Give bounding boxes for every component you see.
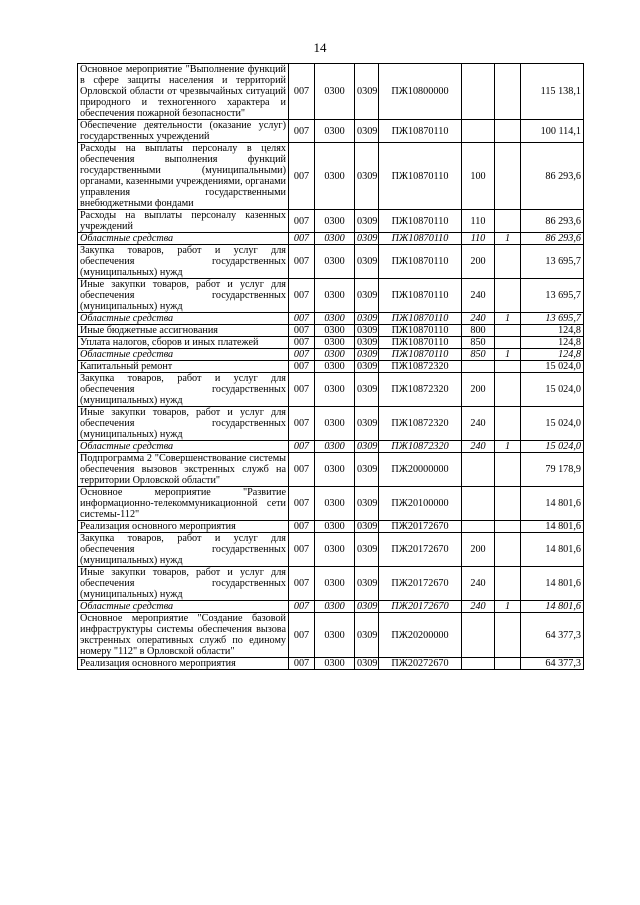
funding-source-cell	[495, 521, 521, 533]
funding-source-cell	[495, 407, 521, 441]
amount-cell: 15 024,0	[521, 361, 584, 373]
section-code-cell: 0300	[315, 487, 355, 521]
table-row	[78, 120, 584, 143]
amount-cell: 86 293,6	[521, 233, 584, 245]
expenditure-name-cell: Капитальный ремонт	[78, 361, 289, 373]
table-row	[78, 487, 584, 521]
amount-cell: 124,8	[521, 349, 584, 361]
expense-type-cell: 240	[462, 441, 495, 453]
amount-cell: 15 024,0	[521, 373, 584, 407]
expense-type-cell: 850	[462, 349, 495, 361]
target-article-cell: ПЖ20172670	[379, 567, 462, 601]
department-code-cell: 007	[289, 601, 315, 613]
section-code-cell: 0300	[315, 361, 355, 373]
expenditure-name-cell: Иные закупки товаров, работ и услуг для обеспечения государственных (муниципальных) нужд	[78, 567, 289, 601]
section-code-cell: 0300	[315, 521, 355, 533]
section-code-cell: 0300	[315, 120, 355, 143]
subsection-code-cell: 0309	[355, 143, 379, 210]
target-article-cell: ПЖ20000000	[379, 453, 462, 487]
table-row	[78, 407, 584, 441]
department-code-cell: 007	[289, 441, 315, 453]
target-article-cell: ПЖ10870110	[379, 279, 462, 313]
funding-source-cell	[495, 361, 521, 373]
expenditure-name-cell: Обеспечение деятельности (оказание услуг) государственных учреждений	[78, 120, 289, 143]
funding-source-cell	[495, 373, 521, 407]
target-article-cell: ПЖ10870110	[379, 337, 462, 349]
expense-type-cell: 110	[462, 210, 495, 233]
target-article-cell: ПЖ10872320	[379, 361, 462, 373]
expense-type-cell	[462, 658, 495, 670]
table-row	[78, 533, 584, 567]
target-article-cell: ПЖ10872320	[379, 441, 462, 453]
expense-type-cell	[462, 120, 495, 143]
target-article-cell: ПЖ10872320	[379, 407, 462, 441]
funding-source-cell	[495, 120, 521, 143]
target-article-cell: ПЖ20100000	[379, 487, 462, 521]
funding-source-cell	[495, 143, 521, 210]
expenditure-name-cell: Областные средства	[78, 233, 289, 245]
target-article-cell: ПЖ10870110	[379, 245, 462, 279]
section-code-cell: 0300	[315, 601, 355, 613]
expenditure-name-cell: Иные бюджетные ассигнования	[78, 325, 289, 337]
section-code-cell: 0300	[315, 233, 355, 245]
expense-type-cell: 110	[462, 233, 495, 245]
table-row	[78, 521, 584, 533]
section-code-cell: 0300	[315, 533, 355, 567]
amount-cell: 14 801,6	[521, 533, 584, 567]
table-row	[78, 233, 584, 245]
subsection-code-cell: 0309	[355, 613, 379, 658]
table-row	[78, 613, 584, 658]
expenditure-name-cell: Основное мероприятие "Выполнение функций в сфере защиты населения и территорий Орловской области от чрезвычайных ситуаций природного и техногенного характера и обеспечения пожарной безопасности"	[78, 64, 289, 120]
section-code-cell: 0300	[315, 64, 355, 120]
amount-cell: 14 801,6	[521, 521, 584, 533]
table-row	[78, 325, 584, 337]
subsection-code-cell: 0309	[355, 601, 379, 613]
department-code-cell: 007	[289, 245, 315, 279]
expenditure-name-cell: Закупка товаров, работ и услуг для обеспечения государственных (муниципальных) нужд	[78, 533, 289, 567]
funding-source-cell	[495, 64, 521, 120]
funding-source-cell	[495, 613, 521, 658]
expense-type-cell: 200	[462, 373, 495, 407]
expense-type-cell: 240	[462, 567, 495, 601]
expenditure-name-cell: Иные закупки товаров, работ и услуг для обеспечения государственных (муниципальных) нужд	[78, 407, 289, 441]
expense-type-cell	[462, 64, 495, 120]
expenditure-name-cell: Основное мероприятие "Развитие информационно-телекоммуникационной сети системы-112"	[78, 487, 289, 521]
amount-cell: 14 801,6	[521, 487, 584, 521]
amount-cell: 13 695,7	[521, 245, 584, 279]
section-code-cell: 0300	[315, 567, 355, 601]
department-code-cell: 007	[289, 613, 315, 658]
expenditure-name-cell: Областные средства	[78, 601, 289, 613]
subsection-code-cell: 0309	[355, 567, 379, 601]
expense-type-cell	[462, 613, 495, 658]
department-code-cell: 007	[289, 349, 315, 361]
funding-source-cell	[495, 533, 521, 567]
expense-type-cell	[462, 487, 495, 521]
subsection-code-cell: 0309	[355, 533, 379, 567]
target-article-cell: ПЖ10870110	[379, 313, 462, 325]
amount-cell: 13 695,7	[521, 313, 584, 325]
expense-type-cell: 240	[462, 279, 495, 313]
amount-cell: 15 024,0	[521, 441, 584, 453]
subsection-code-cell: 0309	[355, 245, 379, 279]
funding-source-cell	[495, 567, 521, 601]
target-article-cell: ПЖ10800000	[379, 64, 462, 120]
amount-cell: 14 801,6	[521, 601, 584, 613]
expense-type-cell: 850	[462, 337, 495, 349]
expense-type-cell	[462, 453, 495, 487]
funding-source-cell	[495, 453, 521, 487]
department-code-cell: 007	[289, 325, 315, 337]
expenditure-name-cell: Реализация основного мероприятия	[78, 658, 289, 670]
funding-source-cell	[495, 325, 521, 337]
target-article-cell: ПЖ20272670	[379, 658, 462, 670]
funding-source-cell	[495, 658, 521, 670]
table-row	[78, 64, 584, 120]
expenditure-name-cell: Расходы на выплаты персоналу в целях обеспечения выполнения функций государственными (муниципальными) органами, казенными учреждениями, органами управления государственными внебюджетными фондами	[78, 143, 289, 210]
table-row	[78, 245, 584, 279]
subsection-code-cell: 0309	[355, 349, 379, 361]
funding-source-cell: 1	[495, 601, 521, 613]
department-code-cell: 007	[289, 533, 315, 567]
expenditure-name-cell: Подпрограмма 2 "Совершенствование системы обеспечения вызовов экстренных служб на территории Орловской области"	[78, 453, 289, 487]
target-article-cell: ПЖ10870110	[379, 233, 462, 245]
table-row	[78, 361, 584, 373]
department-code-cell: 007	[289, 64, 315, 120]
table-row	[78, 441, 584, 453]
subsection-code-cell: 0309	[355, 120, 379, 143]
subsection-code-cell: 0309	[355, 337, 379, 349]
expenditure-name-cell: Основное мероприятие "Создание базовой инфраструктуры системы обеспечения вызова экстренных оперативных служб по единому номеру "112" в Орловской области"	[78, 613, 289, 658]
table-row	[78, 658, 584, 670]
amount-cell: 86 293,6	[521, 143, 584, 210]
target-article-cell: ПЖ10870110	[379, 210, 462, 233]
section-code-cell: 0300	[315, 453, 355, 487]
expense-type-cell: 100	[462, 143, 495, 210]
expenditure-name-cell: Уплата налогов, сборов и иных платежей	[78, 337, 289, 349]
expense-type-cell: 800	[462, 325, 495, 337]
table-row	[78, 210, 584, 233]
section-code-cell: 0300	[315, 349, 355, 361]
department-code-cell: 007	[289, 361, 315, 373]
amount-cell: 124,8	[521, 325, 584, 337]
amount-cell: 64 377,3	[521, 658, 584, 670]
amount-cell: 124,8	[521, 337, 584, 349]
amount-cell: 13 695,7	[521, 279, 584, 313]
subsection-code-cell: 0309	[355, 64, 379, 120]
table-row	[78, 279, 584, 313]
expenditure-name-cell: Закупка товаров, работ и услуг для обеспечения государственных (муниципальных) нужд	[78, 373, 289, 407]
expenditure-name-cell: Областные средства	[78, 441, 289, 453]
table-row	[78, 567, 584, 601]
table-row	[78, 349, 584, 361]
funding-source-cell: 1	[495, 349, 521, 361]
funding-source-cell: 1	[495, 313, 521, 325]
amount-cell: 15 024,0	[521, 407, 584, 441]
target-article-cell: ПЖ10870110	[379, 120, 462, 143]
page-number: 14	[313, 40, 327, 55]
funding-source-cell	[495, 245, 521, 279]
subsection-code-cell: 0309	[355, 210, 379, 233]
department-code-cell: 007	[289, 313, 315, 325]
expense-type-cell	[462, 361, 495, 373]
funding-source-cell: 1	[495, 441, 521, 453]
funding-source-cell	[495, 210, 521, 233]
funding-source-cell: 1	[495, 233, 521, 245]
target-article-cell: ПЖ20172670	[379, 533, 462, 567]
department-code-cell: 007	[289, 210, 315, 233]
budget-table	[77, 63, 584, 670]
subsection-code-cell: 0309	[355, 487, 379, 521]
budget-table-body	[78, 64, 584, 670]
subsection-code-cell: 0309	[355, 521, 379, 533]
subsection-code-cell: 0309	[355, 658, 379, 670]
target-article-cell: ПЖ20172670	[379, 601, 462, 613]
funding-source-cell	[495, 279, 521, 313]
subsection-code-cell: 0309	[355, 441, 379, 453]
target-article-cell: ПЖ10870110	[379, 349, 462, 361]
table-row	[78, 601, 584, 613]
table-row	[78, 373, 584, 407]
section-code-cell: 0300	[315, 441, 355, 453]
table-row	[78, 313, 584, 325]
expenditure-name-cell: Реализация основного мероприятия	[78, 521, 289, 533]
section-code-cell: 0300	[315, 143, 355, 210]
section-code-cell: 0300	[315, 313, 355, 325]
section-code-cell: 0300	[315, 325, 355, 337]
expenditure-name-cell: Иные закупки товаров, работ и услуг для обеспечения государственных (муниципальных) нужд	[78, 279, 289, 313]
subsection-code-cell: 0309	[355, 373, 379, 407]
department-code-cell: 007	[289, 279, 315, 313]
expenditure-name-cell: Закупка товаров, работ и услуг для обеспечения государственных (муниципальных) нужд	[78, 245, 289, 279]
department-code-cell: 007	[289, 487, 315, 521]
target-article-cell: ПЖ10872320	[379, 373, 462, 407]
subsection-code-cell: 0309	[355, 453, 379, 487]
department-code-cell: 007	[289, 233, 315, 245]
table-row	[78, 453, 584, 487]
amount-cell: 86 293,6	[521, 210, 584, 233]
department-code-cell: 007	[289, 143, 315, 210]
table-row	[78, 337, 584, 349]
subsection-code-cell: 0309	[355, 407, 379, 441]
expenditure-name-cell: Областные средства	[78, 313, 289, 325]
expense-type-cell: 240	[462, 407, 495, 441]
subsection-code-cell: 0309	[355, 279, 379, 313]
amount-cell: 100 114,1	[521, 120, 584, 143]
department-code-cell: 007	[289, 521, 315, 533]
subsection-code-cell: 0309	[355, 233, 379, 245]
expense-type-cell	[462, 521, 495, 533]
section-code-cell: 0300	[315, 210, 355, 233]
department-code-cell: 007	[289, 337, 315, 349]
section-code-cell: 0300	[315, 279, 355, 313]
section-code-cell: 0300	[315, 245, 355, 279]
expenditure-name-cell: Расходы на выплаты персоналу казенных учреждений	[78, 210, 289, 233]
section-code-cell: 0300	[315, 373, 355, 407]
target-article-cell: ПЖ10870110	[379, 325, 462, 337]
expense-type-cell: 200	[462, 533, 495, 567]
section-code-cell: 0300	[315, 337, 355, 349]
department-code-cell: 007	[289, 373, 315, 407]
target-article-cell: ПЖ20172670	[379, 521, 462, 533]
department-code-cell: 007	[289, 407, 315, 441]
expense-type-cell: 200	[462, 245, 495, 279]
department-code-cell: 007	[289, 120, 315, 143]
expenditure-name-cell: Областные средства	[78, 349, 289, 361]
table-row	[78, 143, 584, 210]
section-code-cell: 0300	[315, 407, 355, 441]
amount-cell: 79 178,9	[521, 453, 584, 487]
amount-cell: 115 138,1	[521, 64, 584, 120]
department-code-cell: 007	[289, 658, 315, 670]
section-code-cell: 0300	[315, 658, 355, 670]
amount-cell: 14 801,6	[521, 567, 584, 601]
department-code-cell: 007	[289, 453, 315, 487]
funding-source-cell	[495, 337, 521, 349]
target-article-cell: ПЖ10870110	[379, 143, 462, 210]
target-article-cell: ПЖ20200000	[379, 613, 462, 658]
section-code-cell: 0300	[315, 613, 355, 658]
amount-cell: 64 377,3	[521, 613, 584, 658]
subsection-code-cell: 0309	[355, 325, 379, 337]
expense-type-cell: 240	[462, 601, 495, 613]
funding-source-cell	[495, 487, 521, 521]
subsection-code-cell: 0309	[355, 361, 379, 373]
subsection-code-cell: 0309	[355, 313, 379, 325]
department-code-cell: 007	[289, 567, 315, 601]
expense-type-cell: 240	[462, 313, 495, 325]
